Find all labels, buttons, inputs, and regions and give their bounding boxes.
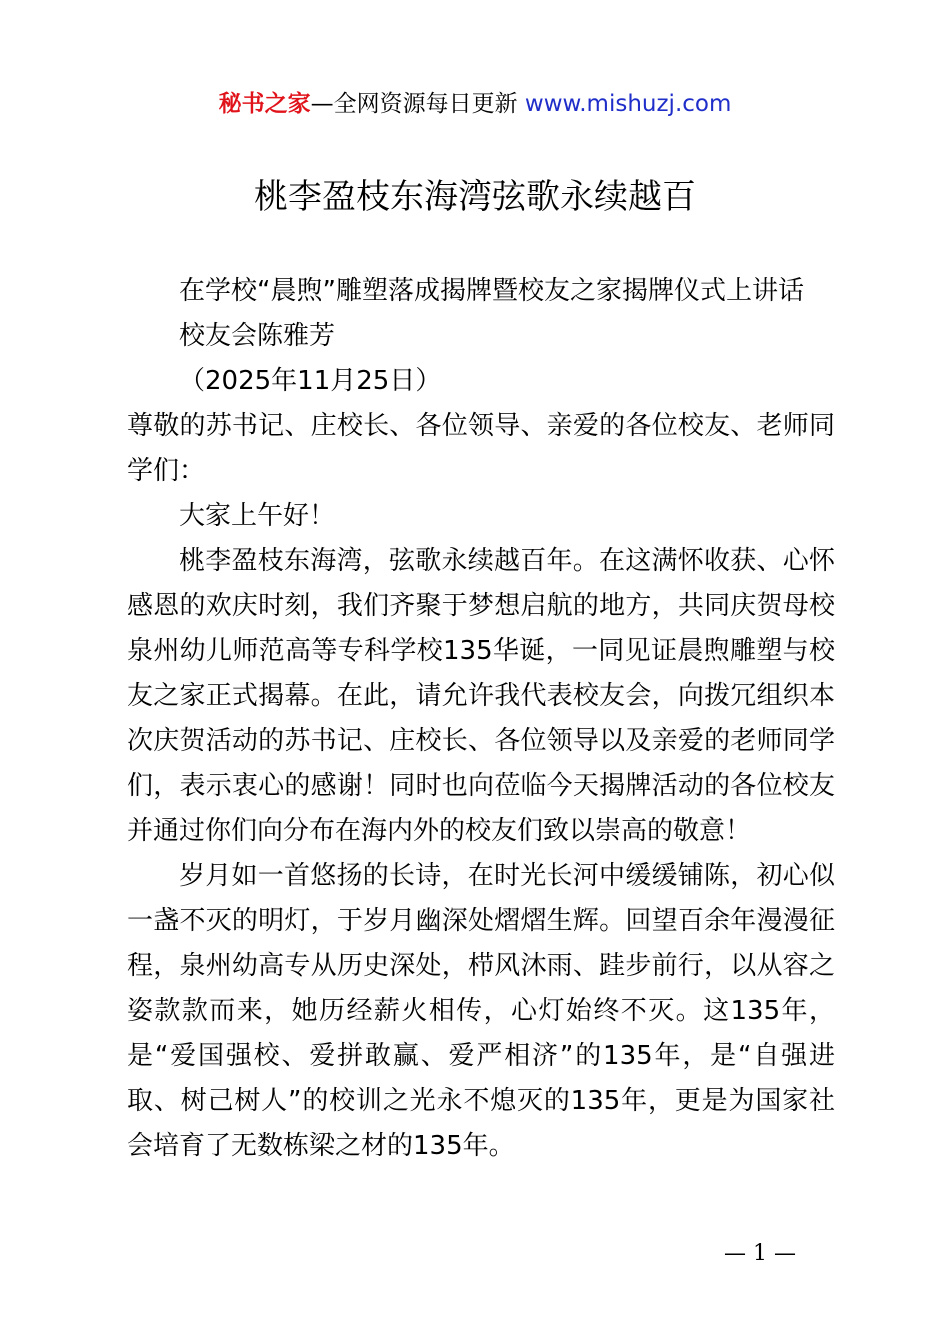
speech-date: （2025年11月25日） bbox=[179, 366, 442, 396]
document-title: 桃李盈枝东海湾弦歌永续越百 bbox=[254, 177, 696, 217]
speech-author: 校友会陈雅芳 bbox=[179, 321, 336, 351]
brand-name: 秘书之家 bbox=[218, 91, 311, 117]
site-header bbox=[0, 86, 950, 122]
paragraph: 桃李盈枝东海湾，弦歌永续越百年。在这满怀收获、心怀感恩的欢庆时刻，我们齐聚于梦想启航的地方，共同庆贺母校泉州幼儿师范高等专科学校135华诞，一同见证晨煦雕塑与校友之家正式揭幕。在此，请允许我代表校友会，向拨冗组织本次庆贺活动的苏书记、庄校长、各位领导以及亲爱的老师同学们，表示衷心的感谢！同时也向莅临今天揭牌活动的各位校友并通过你们向分布在海内外的校友们致以崇高的敬意！ bbox=[127, 546, 835, 846]
paragraph: 岁月如一首悠扬的长诗，在时光长河中缓缓铺陈，初心似一盏不灭的明灯，于岁月幽深处熠熠生辉。回望百余年漫漫征程，泉州幼高专从历史深处，栉风沐雨、跬步前行，以从容之姿款款而来，她历经薪火相传，心灯始终不灭。这135年，是“爱国强校、爱拼敢赢、爱严相济”的135年，是“自强进取、树己树人”的校训之光永不熄灭的135年，更是为国家社会培育了无数栋梁之材的135年。 bbox=[127, 861, 835, 1161]
site-url-link[interactable]: www.mishuzj.com bbox=[524, 91, 732, 117]
speech-subtitle: 在学校“晨煦”雕塑落成揭牌暨校友之家揭牌仪式上讲话 bbox=[179, 276, 804, 306]
page-number: — 1 — bbox=[724, 1241, 796, 1266]
document-body bbox=[127, 269, 835, 1169]
header-tagline: —全网资源每日更新 bbox=[310, 91, 518, 117]
salutation: 尊敬的苏书记、庄校长、各位领导、亲爱的各位校友、老师同学们： bbox=[127, 411, 835, 486]
greeting: 大家上午好！ bbox=[179, 501, 336, 531]
